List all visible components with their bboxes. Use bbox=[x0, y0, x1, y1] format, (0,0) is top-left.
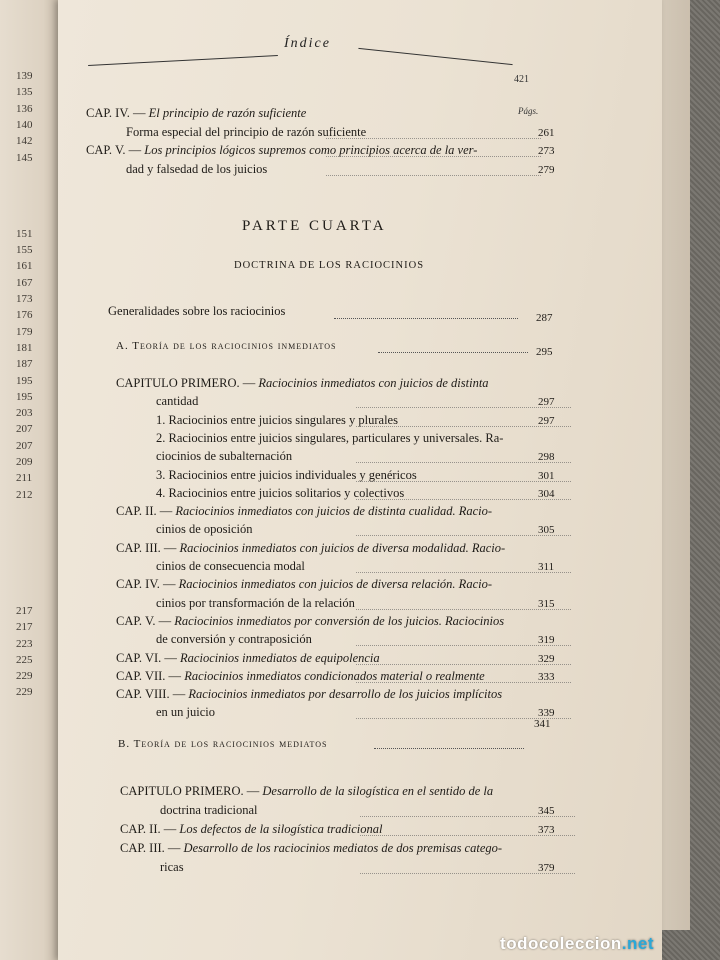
section-a-page: 295 bbox=[536, 346, 553, 358]
entry-page: 315 bbox=[538, 597, 555, 610]
part-title: PARTE CUARTA bbox=[242, 218, 387, 234]
left-page-number: 223 bbox=[16, 637, 33, 650]
entry-page: 301 bbox=[538, 469, 555, 482]
entry-title: 3. Raciocinios entre juicios individuales y genéricos bbox=[156, 467, 417, 482]
generalidades-page: 287 bbox=[536, 312, 553, 324]
entry-title: Desarrollo de los raciocinios mediatos de dos premisas catego- bbox=[183, 841, 503, 855]
toc-entry bbox=[120, 822, 383, 837]
toc-entry bbox=[156, 596, 355, 611]
entry-title: Los defectos de la silogística tradicional bbox=[179, 822, 383, 836]
toc-entry bbox=[116, 687, 502, 702]
entry-page: 345 bbox=[538, 805, 555, 817]
toc-entry bbox=[156, 431, 503, 446]
left-page-number: 207 bbox=[16, 439, 33, 452]
entry-title: Los principios lógicos supremos como principios acerca de la ver- bbox=[144, 143, 478, 157]
toc-entry bbox=[116, 541, 505, 556]
leader-dots bbox=[326, 138, 541, 139]
pags-label: Págs. bbox=[518, 106, 539, 116]
toc-entry bbox=[120, 784, 493, 799]
left-page-number: 209 bbox=[16, 456, 33, 468]
entry-page: 305 bbox=[538, 524, 555, 537]
entry-page: 319 bbox=[538, 634, 555, 647]
left-page-number: 195 bbox=[16, 390, 33, 403]
toc-entry bbox=[116, 614, 504, 629]
left-page-number: 181 bbox=[16, 341, 33, 354]
entry-page: 297 bbox=[538, 414, 555, 427]
left-page-number: 203 bbox=[16, 407, 33, 420]
left-page-number: 212 bbox=[16, 488, 33, 501]
toc-entry bbox=[156, 449, 292, 464]
entry-label: CAPITULO PRIMERO. — bbox=[116, 376, 256, 390]
entry-title: de conversión y contraposición bbox=[156, 632, 312, 647]
entry-title: Raciocinios inmediatos por desarrollo de los juicios implícitos bbox=[188, 687, 503, 702]
entry-page: 273 bbox=[538, 145, 555, 157]
left-page-number: 195 bbox=[16, 374, 33, 387]
left-page-number: 140 bbox=[16, 118, 33, 131]
left-page-number: 187 bbox=[16, 358, 33, 371]
entry-label: CAPITULO PRIMERO. — bbox=[120, 784, 260, 798]
entry-label: CAP. VI. — bbox=[116, 650, 177, 665]
entry-title: cinios de consecuencia modal bbox=[156, 559, 305, 573]
toc-entry bbox=[160, 803, 258, 818]
left-page-number: 145 bbox=[16, 151, 33, 164]
section-b-page: 341 bbox=[534, 718, 551, 730]
entry-label: CAP. III. — bbox=[116, 540, 177, 555]
section-a-title: A. Teoría de los raciocinios inmediatos bbox=[116, 340, 337, 352]
left-page-number: 207 bbox=[16, 423, 33, 436]
entry-label: CAP. II. — bbox=[120, 822, 177, 836]
entry-title: 2. Raciocinios entre juicios singulares, particulares y universales. Ra- bbox=[156, 430, 504, 445]
left-page-number: 179 bbox=[16, 325, 33, 338]
toc-entry bbox=[156, 632, 312, 647]
left-page-number: 136 bbox=[16, 102, 33, 115]
entry-title: cinios de oposición bbox=[156, 522, 253, 537]
generalidades-title: Generalidades sobre los raciocinios bbox=[108, 304, 286, 318]
entry-page: 329 bbox=[538, 652, 555, 665]
entry-label: CAP. IV. — bbox=[116, 577, 176, 592]
left-page-number: 225 bbox=[16, 653, 33, 666]
left-page-number: 176 bbox=[16, 309, 33, 322]
entry-label: CAP. V. — bbox=[86, 143, 142, 157]
part-subtitle: DOCTRINA DE LOS RACIOCINIOS bbox=[234, 260, 425, 271]
entry-title: cinios por transformación de la relación bbox=[156, 595, 355, 610]
left-page-number: 229 bbox=[16, 670, 33, 683]
page-header-title: Índice bbox=[284, 36, 331, 51]
entry-title: dad y falsedad de los juicios bbox=[126, 161, 268, 176]
entry-label: CAP. III. — bbox=[120, 841, 181, 855]
index-page bbox=[58, 0, 662, 960]
toc-entry bbox=[86, 106, 306, 121]
left-page-number: 167 bbox=[16, 276, 33, 289]
entry-title: El principio de razón suficiente bbox=[148, 106, 307, 120]
entry-title: Raciocinios inmediatos con juicios de distinta bbox=[258, 376, 489, 390]
toc-entry bbox=[156, 522, 253, 537]
entry-title: ricas bbox=[160, 860, 184, 874]
leader-dots bbox=[374, 748, 524, 749]
entry-title: 4. Raciocinios entre juicios solitarios y colectivos bbox=[156, 485, 405, 500]
entry-title: 1. Raciocinios entre juicios singulares y plurales bbox=[156, 412, 398, 427]
section-b-title: B. Teoría de los raciocinios mediatos bbox=[118, 738, 328, 750]
entry-page: 279 bbox=[538, 163, 555, 176]
left-page-number: 139 bbox=[16, 70, 33, 82]
entry-page: 261 bbox=[538, 126, 555, 139]
left-page-number: 211 bbox=[16, 472, 33, 485]
toc-entry bbox=[160, 860, 184, 875]
entry-title: Raciocinios inmediatos de equipolencia bbox=[180, 650, 380, 665]
entry-title: en un juicio bbox=[156, 705, 216, 720]
leader-dots bbox=[334, 318, 518, 319]
entry-label: CAP. V. — bbox=[116, 613, 172, 628]
leader-dots bbox=[326, 156, 541, 157]
entry-page: 304 bbox=[538, 487, 555, 500]
entry-title: Raciocinios inmediatos con juicios de diversa modalidad. Racio- bbox=[179, 540, 506, 555]
left-page-number: 217 bbox=[16, 621, 33, 634]
toc-entry bbox=[156, 705, 215, 720]
left-page-number: 229 bbox=[16, 686, 33, 699]
toc-entry bbox=[116, 577, 492, 592]
watermark-tld: .net bbox=[621, 934, 654, 953]
toc-entry bbox=[126, 162, 267, 177]
header-rule-left bbox=[88, 55, 278, 66]
entry-label: CAP. VIII. — bbox=[116, 687, 186, 702]
toc-entry bbox=[116, 504, 492, 519]
entry-title: ciocinios de subalternación bbox=[156, 449, 293, 464]
page-number: 421 bbox=[514, 74, 529, 85]
entry-label: CAP. II. — bbox=[116, 504, 173, 519]
toc-entry bbox=[120, 841, 502, 856]
toc-entry bbox=[116, 376, 489, 391]
entry-title: Raciocinios inmediatos con juicios de diversa relación. Racio- bbox=[178, 577, 493, 592]
leader-dots bbox=[378, 352, 528, 353]
entry-title: cantidad bbox=[156, 394, 199, 409]
left-page bbox=[0, 0, 62, 960]
left-page-number: 155 bbox=[16, 244, 33, 257]
entry-page: 297 bbox=[538, 396, 555, 409]
entry-title: Forma especial del principio de razón suficiente bbox=[126, 124, 367, 139]
watermark bbox=[500, 934, 654, 954]
left-page-number: 217 bbox=[16, 604, 33, 617]
entry-page: 311 bbox=[538, 561, 555, 573]
entry-title: Raciocinios inmediatos por conversión de los juicios. Raciocinios bbox=[174, 613, 505, 628]
entry-title: doctrina tradicional bbox=[160, 803, 258, 817]
left-page-number: 135 bbox=[16, 86, 33, 99]
entry-page: 373 bbox=[538, 824, 555, 836]
left-page-number: 142 bbox=[16, 135, 33, 148]
left-page-number: 151 bbox=[16, 227, 33, 240]
entry-title: Desarrollo de la silogística en el sentido de la bbox=[262, 784, 494, 798]
entry-title: Raciocinios inmediatos con juicios de distinta cualidad. Racio- bbox=[175, 504, 493, 519]
entry-page: 298 bbox=[538, 451, 555, 464]
header-rule-right bbox=[358, 48, 512, 65]
entry-label: CAP. IV. — bbox=[86, 106, 146, 120]
left-page-number: 173 bbox=[16, 293, 33, 305]
entry-page: 379 bbox=[538, 862, 555, 874]
entry-label: CAP. VII. — bbox=[116, 668, 182, 683]
toc-entry bbox=[156, 394, 198, 409]
toc-entry bbox=[116, 651, 380, 666]
left-page-number: 161 bbox=[16, 260, 33, 273]
entry-page: 333 bbox=[538, 670, 555, 683]
watermark-brand: todocoleccion bbox=[500, 934, 622, 953]
toc-entry bbox=[156, 559, 305, 574]
entry-title: Raciocinios inmediatos condicionados material o realmente bbox=[184, 668, 485, 683]
entry-page: 339 bbox=[538, 707, 555, 720]
leader-dots bbox=[326, 175, 541, 176]
